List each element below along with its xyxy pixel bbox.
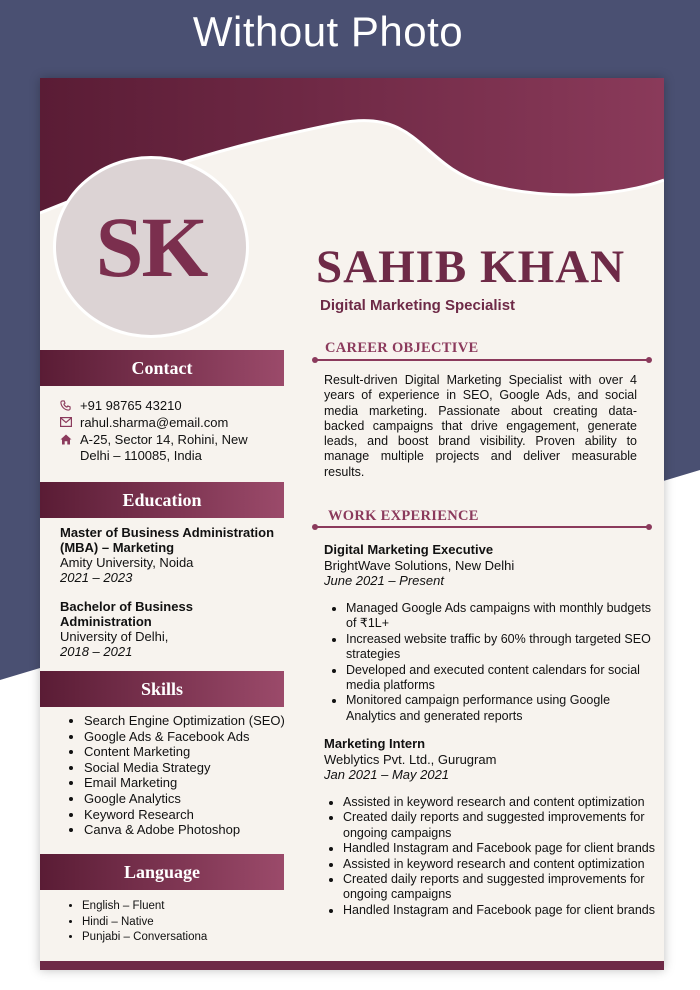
- home-icon: [60, 432, 80, 445]
- job-entry: [324, 542, 654, 589]
- skills-list: [60, 713, 314, 838]
- duty-item: • Handled Instagram and Facebook page for client brands: [343, 903, 664, 918]
- education-degree: Master of Business Administration (MBA) – Marketing: [60, 525, 275, 555]
- candidate-name: SAHIB KHAN: [316, 241, 626, 293]
- initials-avatar: [53, 156, 249, 338]
- duty-item: • Assisted in keyword research and content optimization: [343, 857, 664, 872]
- job-entry: [324, 736, 654, 783]
- language-item: • English – Fluent: [82, 899, 302, 915]
- resume-page: [40, 78, 664, 970]
- divider-dot: [312, 357, 318, 363]
- divider-dot: [646, 357, 652, 363]
- education-entry: [60, 599, 225, 659]
- job-duties: [324, 795, 664, 918]
- language-list: [60, 899, 302, 946]
- job-role: Digital Marketing Executive: [324, 542, 494, 557]
- education-school: University of Delhi,: [60, 629, 169, 644]
- duty-item: • Managed Google Ads campaigns with monthly budgets of ₹1L+: [346, 601, 656, 632]
- job-dates: Jan 2021 – May 2021: [324, 767, 450, 782]
- skill-item: • Canva & Adobe Photoshop: [84, 822, 314, 838]
- contact-email: [60, 415, 280, 431]
- footer-bar: [40, 961, 664, 970]
- section-divider: [316, 359, 648, 361]
- job-duties: [324, 601, 656, 724]
- education-degree: Bachelor of Business Administration: [60, 599, 193, 629]
- duty-item: • Assisted in keyword research and content optimization: [343, 795, 664, 810]
- skill-item: • Social Media Strategy: [84, 760, 314, 776]
- contact-email-text: rahul.sharma@email.com: [80, 415, 229, 430]
- education-school: Amity University, Noida: [60, 555, 194, 570]
- duty-item: • Monitored campaign performance using Google Analytics and generated reports: [346, 693, 656, 724]
- divider-dot: [312, 524, 318, 530]
- duty-item: • Created daily reports and suggested improvements for ongoing campaigns: [343, 872, 664, 903]
- education-years: 2018 – 2021: [60, 644, 133, 659]
- skill-item: • Email Marketing: [84, 775, 314, 791]
- divider-dot: [646, 524, 652, 530]
- skill-item: • Search Engine Optimization (SEO): [84, 713, 314, 729]
- education-entry: [60, 525, 280, 585]
- skill-item: • Content Marketing: [84, 744, 314, 760]
- career-objective-heading: CAREER OBJECTIVE: [325, 340, 479, 356]
- job-company: Weblytics Pvt. Ltd., Gurugram: [324, 751, 497, 767]
- phone-icon: [60, 398, 80, 411]
- language-heading: Language: [40, 854, 284, 890]
- duty-item: • Handled Instagram and Facebook page for client brands: [343, 841, 664, 856]
- duty-item: • Created daily reports and suggested improvements for ongoing campaigns: [343, 810, 664, 841]
- contact-address: [60, 432, 280, 464]
- skills-heading: Skills: [40, 671, 284, 707]
- language-item: • Hindi – Native: [82, 915, 302, 931]
- duty-item: • Developed and executed content calendars for social media platforms: [346, 663, 656, 694]
- contact-phone: [60, 398, 280, 414]
- education-heading: Education: [40, 482, 284, 518]
- contact-list: [60, 398, 280, 465]
- section-divider: [316, 526, 648, 528]
- contact-phone-text: +91 98765 43210: [80, 398, 182, 413]
- initials: SK: [95, 199, 207, 295]
- job-role: Marketing Intern: [324, 736, 426, 751]
- work-experience-heading: WORK EXPERIENCE: [328, 508, 479, 524]
- career-objective-text: Result-driven Digital Marketing Specialist with over 4 years of experience in SEO, Google Ads, and social media marketing. Passionate about creating data-backed campaigns that drive engagement, generate leads, and boost brand visibility. Proven ability to manage multiple projects and deliver measurable results.: [324, 373, 637, 479]
- skill-item: • Keyword Research: [84, 807, 314, 823]
- duty-item: • Increased website traffic by 60% through targeted SEO strategies: [346, 632, 656, 663]
- skill-item: • Google Analytics: [84, 791, 314, 807]
- contact-heading: Contact: [40, 350, 284, 386]
- candidate-job-title: Digital Marketing Specialist: [320, 297, 516, 314]
- banner-title: Without Photo: [192, 8, 464, 55]
- education-years: 2021 – 2023: [60, 570, 133, 585]
- email-icon: [60, 415, 80, 427]
- job-dates: June 2021 – Present: [324, 573, 444, 588]
- contact-address-text: A-25, Sector 14, Rohini, New Delhi – 110085, India: [80, 432, 248, 463]
- language-item: • Punjabi – Conversationa: [82, 930, 302, 946]
- job-company: BrightWave Solutions, New Delhi: [324, 557, 515, 573]
- skill-item: • Google Ads & Facebook Ads: [84, 729, 314, 745]
